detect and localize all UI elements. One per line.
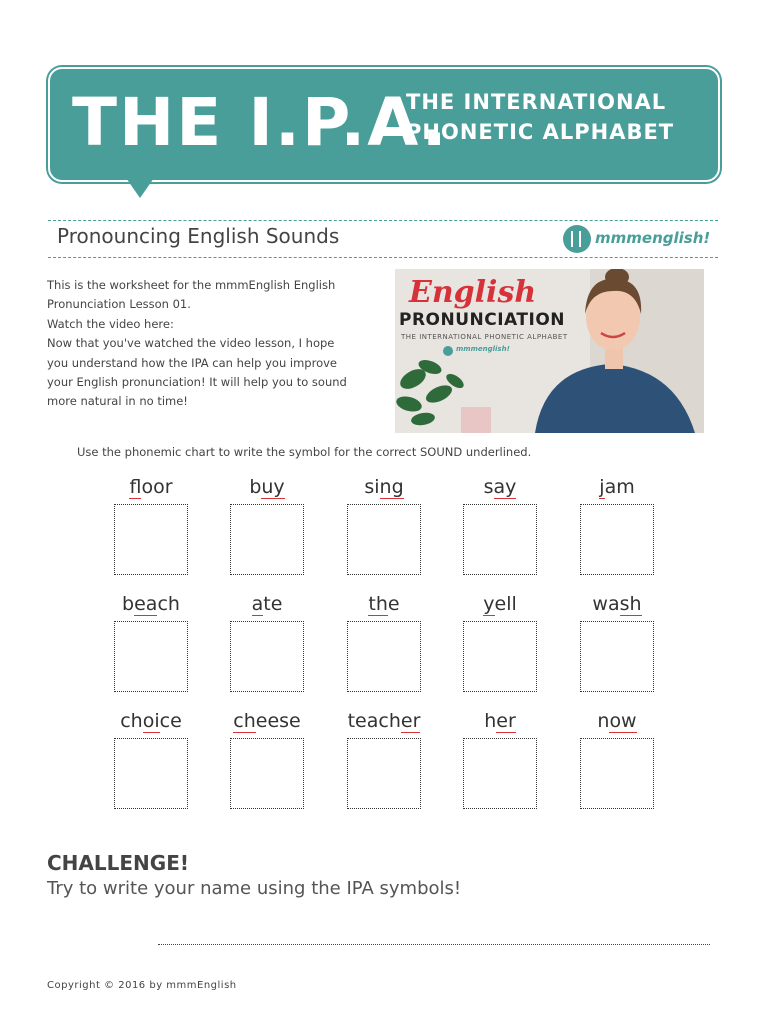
video-title: English: [409, 275, 537, 310]
answer-box[interactable]: [580, 738, 654, 809]
answer-box[interactable]: [230, 504, 304, 575]
underlined-sound: er: [496, 710, 516, 732]
word-part: e: [387, 593, 400, 615]
exercise-word: [86, 593, 216, 615]
exercise-word: [319, 710, 449, 732]
word-part: ch: [120, 710, 143, 732]
answer-box[interactable]: [580, 621, 654, 692]
answer-box[interactable]: [463, 504, 537, 575]
challenge-text: Try to write your name using the IPA symbols!: [47, 878, 462, 899]
video-thumbnail[interactable]: [395, 269, 704, 433]
intro-line: you understand how the IPA can help you improve: [47, 355, 337, 370]
section-title: Pronouncing English Sounds: [57, 224, 340, 248]
underlined-sound: sh: [619, 593, 642, 615]
word-part: s: [483, 476, 494, 498]
intro-line: Now that you've watched the video lesson, I hope: [47, 336, 335, 351]
page-subtitle: [406, 87, 706, 147]
answer-box[interactable]: [580, 504, 654, 575]
intro-line: This is the worksheet for the mmmEnglish English: [47, 278, 336, 292]
word-part: n: [597, 710, 610, 732]
exercise-word: [552, 476, 682, 498]
intro-line: Watch the video here:: [47, 316, 174, 331]
word-part: b: [249, 476, 262, 498]
answer-box[interactable]: [347, 738, 421, 809]
answer-box[interactable]: [347, 504, 421, 575]
intro-line: Pronunciation Lesson 01.: [47, 297, 191, 312]
word-part: teach: [347, 710, 401, 732]
name-answer-line[interactable]: [158, 944, 710, 945]
exercise-word: [435, 710, 565, 732]
intro-line: your English pronunciation! It will help you to sound: [47, 375, 347, 390]
header-banner: [48, 67, 720, 182]
underlined-sound: oi: [142, 710, 160, 732]
fork-knife-icon: [563, 225, 591, 253]
subtitle-line-1: THE INTERNATIONAL: [406, 90, 667, 114]
word-part: ell: [494, 593, 517, 615]
answer-box[interactable]: [114, 738, 188, 809]
underlined-sound: j: [599, 476, 605, 498]
exercise-word: [435, 593, 565, 615]
copyright: Copyright © 2016 by mmmEnglish: [47, 980, 237, 991]
divider-top: [48, 220, 718, 221]
answer-box[interactable]: [114, 621, 188, 692]
exercise-word: [435, 476, 565, 498]
challenge-title: CHALLENGE!: [47, 851, 189, 875]
video-logo-text: mmmenglish!: [456, 345, 510, 353]
subtitle-line-2: PHONETIC ALPHABET: [406, 120, 675, 144]
exercise-word: [202, 476, 332, 498]
word-part: h: [484, 710, 497, 732]
divider-bottom: [48, 257, 718, 258]
underlined-sound: ay: [493, 476, 517, 498]
answer-box[interactable]: [463, 738, 537, 809]
fork-knife-icon: [443, 346, 453, 356]
brand-logo: [563, 223, 713, 255]
underlined-sound: er: [400, 710, 421, 732]
exercise-word: [552, 593, 682, 615]
word-part: eese: [255, 710, 301, 732]
word-part: te: [263, 593, 283, 615]
word-part: am: [604, 476, 635, 498]
underlined-sound: a: [251, 593, 264, 615]
answer-box[interactable]: [463, 621, 537, 692]
answer-box[interactable]: [114, 504, 188, 575]
exercise-word: [86, 476, 216, 498]
page-title: THE I.P.A.: [72, 84, 449, 161]
speech-bubble-tail: [126, 178, 154, 198]
exercise-word: [86, 710, 216, 732]
logo-text: mmmenglish!: [595, 229, 711, 247]
word-part: ch: [157, 593, 180, 615]
exercise-word: [202, 710, 332, 732]
exercise-instruction: Use the phonemic chart to write the symbol for the correct SOUND underlined.: [77, 445, 532, 459]
exercise-word: [319, 593, 449, 615]
exercise-word: [552, 710, 682, 732]
intro-text: [47, 276, 382, 412]
word-part: wa: [592, 593, 620, 615]
video-logo: [443, 345, 513, 357]
underlined-sound: ch: [233, 710, 256, 732]
exercise-word: [319, 476, 449, 498]
answer-box[interactable]: [347, 621, 421, 692]
underlined-sound: ow: [609, 710, 637, 732]
intro-line: more natural in no time!: [47, 394, 188, 409]
underlined-sound: y: [483, 593, 495, 615]
answer-box[interactable]: [230, 621, 304, 692]
video-tagline: THE INTERNATIONAL PHONETIC ALPHABET: [401, 333, 568, 341]
underlined-sound: ea: [134, 593, 158, 615]
video-subtitle: PRONUNCIATION: [399, 310, 565, 330]
answer-box[interactable]: [230, 738, 304, 809]
word-part: b: [122, 593, 135, 615]
word-part: ce: [159, 710, 182, 732]
exercise-word: [202, 593, 332, 615]
word-part: oor: [141, 476, 173, 498]
underlined-sound: fl: [129, 476, 142, 498]
underlined-sound: uy: [261, 476, 285, 498]
underlined-sound: ng: [379, 476, 404, 498]
underlined-sound: th: [368, 593, 388, 615]
word-part: si: [364, 476, 380, 498]
